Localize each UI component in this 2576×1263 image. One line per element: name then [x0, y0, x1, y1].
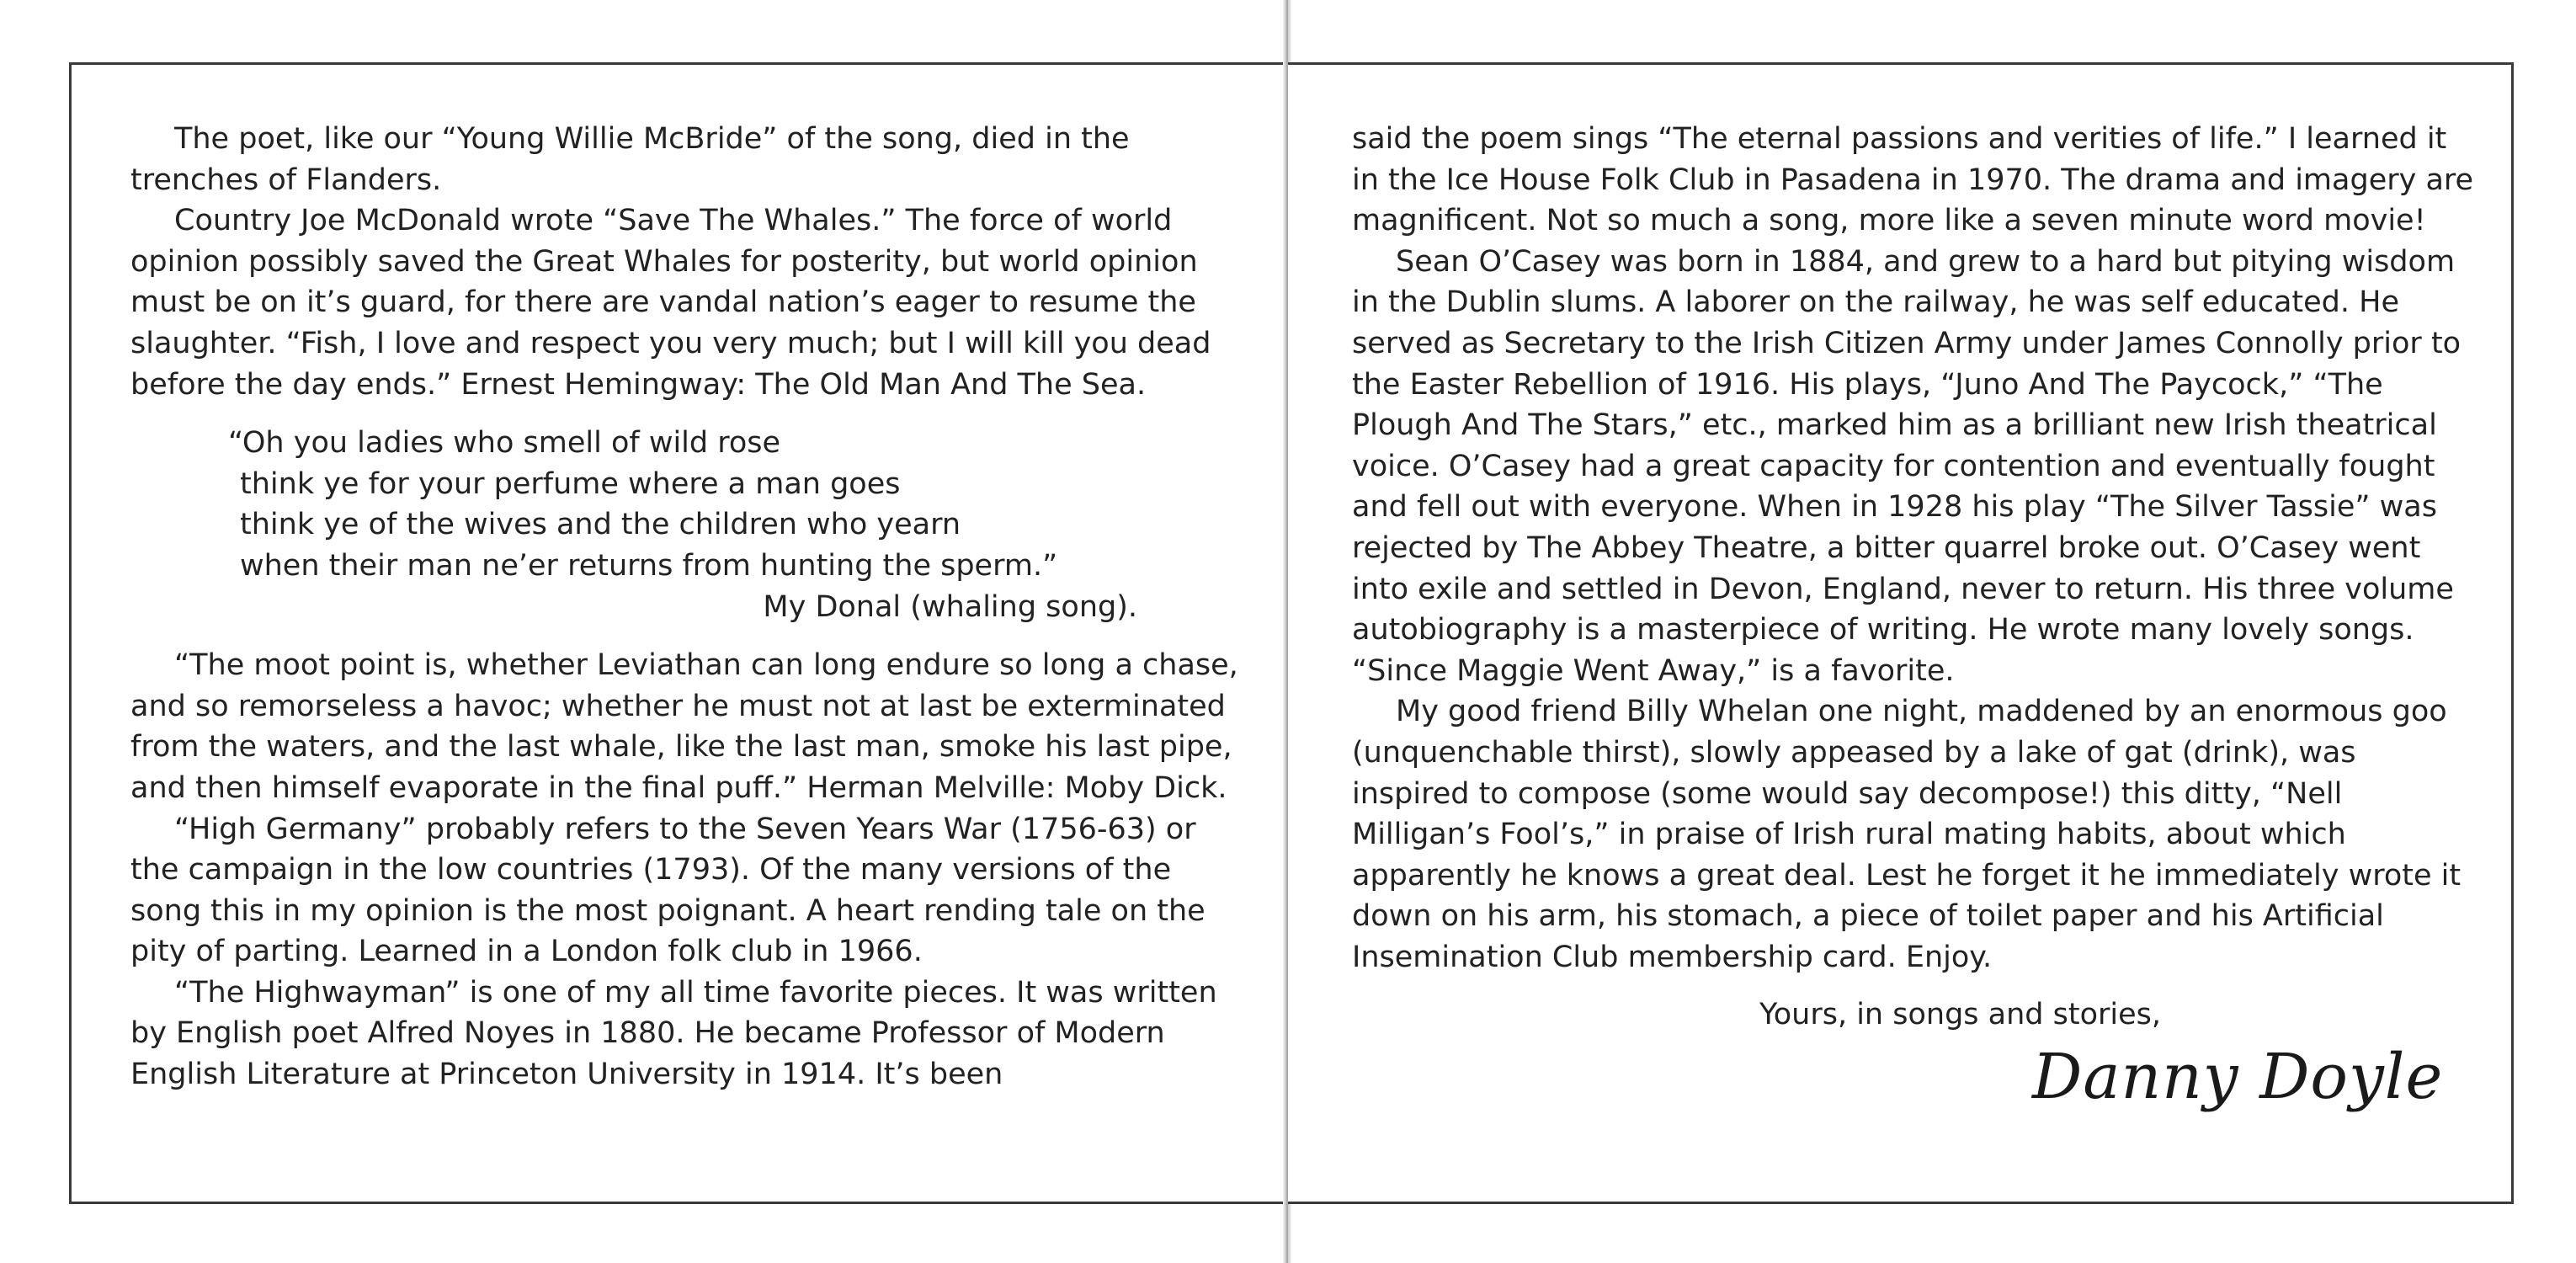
signature: Danny Doyle — [2032, 1041, 2444, 1114]
paragraph: The poet, like our “Young Willie McBride” of the song, died in the trenches of Flanders. — [130, 122, 1130, 197]
verse-line: think ye for your perfume where a man goes — [240, 466, 901, 501]
paragraph: Country Joe McDonald wrote “Save The Whales.” The force of world opinion possibly saved the Great Whales for posterity, but world opinion must be on it’s guard, for there are vandal nation’s eager to resume the slaughter. “Fish, I love and respect you very much; but I will kill you dead before the day ends.” Ernest Hemingway: The Old Man And The Sea. — [130, 204, 1211, 402]
verse-attribution: My Donal (whaling song). — [763, 589, 1137, 624]
verse-quote — [228, 423, 1250, 627]
right-page-text — [1352, 119, 2480, 1115]
paragraph: My good friend Billy Whelan one night, maddened by an enormous goo (unquenchable thirst), slowly appeased by a lake of gat (drink), was inspired to compose (some would say decompose!) this ditty, “Nell Milligan’s Fool’s,” in praise of Irish rural mating habits, about which apparently he knows a great deal. Lest he forget it he immediately wrote it down on his arm, his stomach, a piece of toilet paper and his Artificial Insemination Club membership card. Enjoy. — [1352, 695, 2462, 974]
paragraph: “The Highwayman” is one of my all time favorite pieces. It was written by English poet Alfred Noyes in 1880. He became Professor of Modern English Literature at Princeton University in 1914. It’s been — [130, 975, 1217, 1092]
paragraph: Sean O’Casey was born in 1884, and grew to a hard but pitying wisdom in the Dublin slums. A laborer on the railway, he was self educated. He served as Secretary to the Irish Citizen Army under James Connolly prior to the Easter Rebellion of 1916. His plays, “Juno And The Paycock,” “The Plough And The Stars,” etc., marked him as a brilliant new Irish theatrical voice. O’Casey had a great capacity for contention and eventually fought and fell out with everyone. When in 1928 his play “The Silver Tassie” was rejected by The Abbey Theatre, a bitter quarrel broke out. O’Casey went into exile and settled in Devon, England, never to return. His three volume autobiography is a masterpiece of writing. He wrote many lovely songs. “Since Maggie Went Away,” is a favorite. — [1352, 244, 2462, 688]
closing-line: Yours, in songs and stories, — [1759, 998, 2161, 1032]
left-page-text — [130, 119, 1250, 1095]
verse-line: when their man ne’er returns from hunting the sperm.” — [240, 548, 1058, 583]
paragraph-continuation: said the poem sings “The eternal passions and verities of life.” I learned it in the Ice House Folk Club in Pasadena in 1970. The drama and imagery are magnificent. Not so much a song, more like a seven minute word movie! — [1352, 122, 2474, 238]
paragraph: “The moot point is, whether Leviathan can long endure so long a chase, and so remorseless a havoc; whether he must not at last be exterminated from the waters, and the last whale, like the last man, smoke his last pipe, and then himself evaporate in the final puff.” Herman Melville: Moby Dick. — [130, 648, 1238, 805]
right-page — [1288, 62, 2514, 1204]
left-page — [69, 62, 1288, 1204]
paragraph: “High Germany” probably refers to the Seven Years War (1756-63) or the campaign in the low countries (1793). Of the many versions of the song this in my opinion is the most poignant. A heart rending tale on the pity of parting. Learned in a London folk club in 1966. — [130, 812, 1206, 969]
verse-line: think ye of the wives and the children who yearn — [240, 508, 961, 542]
verse-line: “Oh you ladies who smell of wild rose — [228, 426, 781, 461]
